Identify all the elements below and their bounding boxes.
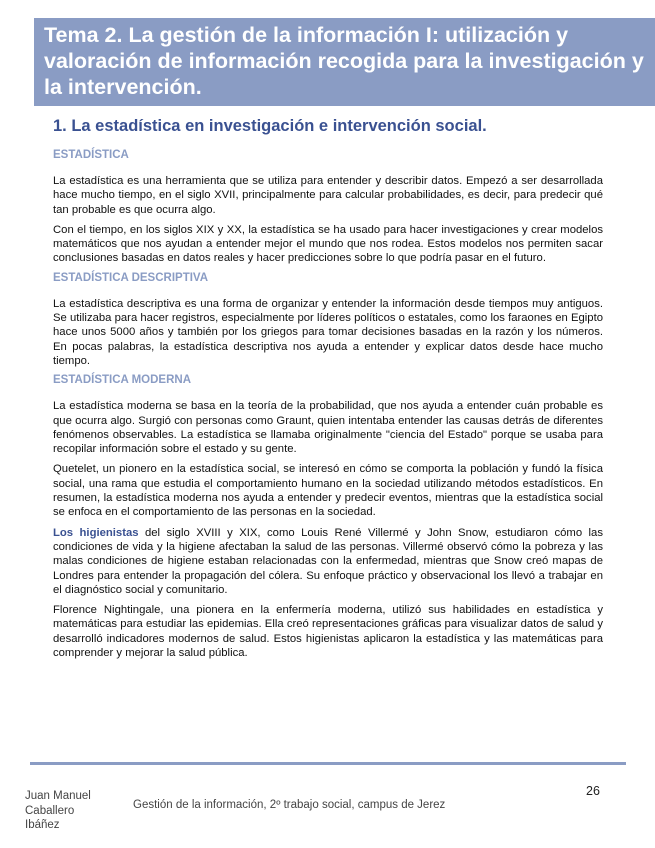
subheading-estadistica: ESTADÍSTICA [53,149,129,161]
paragraph-descriptiva-1: La estadística descriptiva es una forma de organizar y entender la información desde tiempos muy antiguos. Se utilizaba para hacer registros, especialmente por líderes políticos o estatales, como los faraones en Egipto hace unos 5000 años y también por los griegos para tomar decisiones basadas en la razón y los números. En pocas palabras, la estadística descriptiva nos ayuda a entender y explicar datos desde hace mucho tiempo. [53,297,603,367]
section-title: 1. La estadística en investigación e intervención social. [53,117,487,135]
author-line-2: Caballero [25,804,75,817]
higienistas-term: Los higienistas [53,526,139,539]
footer-author [25,789,115,833]
footer-divider [30,762,626,765]
author-line-1: Juan Manuel [25,790,91,802]
chapter-title: Tema 2. La gestión de la información I: utilización y valoración de información recogida para la investigación y la intervención. [44,23,644,99]
paragraph-moderna-2: Quetelet, un pionero en la estadística social, se interesó en cómo se comporta la población y fundó la física social, una rama que estudia el comportamiento humano en la sociedad utilizando métodos estadísticos. En resumen, la estadística moderna nos ayuda a entender y predecir eventos, mientras que la estadística social se enfoca en el comportamiento de las personas en la sociedad. [53,463,603,519]
paragraph-moderna-3 [53,526,603,597]
subheading-descriptiva: ESTADÍSTICA DESCRIPTIVA [53,271,209,284]
paragraph-estadistica-2: Con el tiempo, en los siglos XIX y XX, la estadística se ha usado para hacer investigaciones y crear modelos matemáticos que nos ayudan a entender mejor el mundo que nos rodea. Estos modelos nos permiten sacar conclusiones basadas en datos reales y hacer predicciones sobre lo que podría pasar en el futuro. [53,223,603,265]
paragraph-estadistica-1: La estadística es una herramienta que se utiliza para entender y describir datos. Empezó a ser desarrollada hace mucho tiempo, en el siglo XVII, principalmente para calcular probabilidades, es decir, para predecir qué tan probable es que ocurra algo. [53,175,603,216]
subheading-moderna: ESTADÍSTICA MODERNA [53,374,191,387]
paragraph-moderna-4: Florence Nightingale, una pionera en la enfermería moderna, utilizó sus habilidades en estadística y matemáticas para estudiar las epidemias. Ella creó representaciones gráficas para visualizar datos de salud y desarrolló indicadores modernos de salud. Estos higienistas aplicaron la estadística y las matemáticas para comprender y mejorar la salud pública. [53,604,603,660]
footer-course-info: Gestión de la información, 2º trabajo social, campus de Jerez [133,799,446,811]
author-line-3: Ibáñez [25,819,60,831]
paragraph-moderna-3-text: del siglo XVIII y XIX, como Louis René Villermé y John Snow, estudiaron cómo las condiciones de vida y la higiene afectaban la salud de las personas. Villermé observó cómo la pobreza y las malas condiciones de higiene estaban relacionadas con la enfermedad, mientras que Snow creó mapas de Londres para entender la propagación del cólera. Su enfoque práctico y observacional los llevó a trabajar en el diagnóstico social y comunitario. [53,526,603,596]
paragraph-moderna-1: La estadística moderna se basa en la teoría de la probabilidad, que nos ayuda a entender cuán probable es que ocurra algo. Surgió con personas como Graunt, quien intentaba entender las causas detrás de diferentes fenómenos observables. La estadística se llamaba originalmente "ciencia del Estado" porque se usaba para recopilar información sobre el estado y su gente. [53,400,603,456]
document-body [53,148,603,666]
title-banner [34,18,655,106]
page-number: 26 [586,784,600,798]
